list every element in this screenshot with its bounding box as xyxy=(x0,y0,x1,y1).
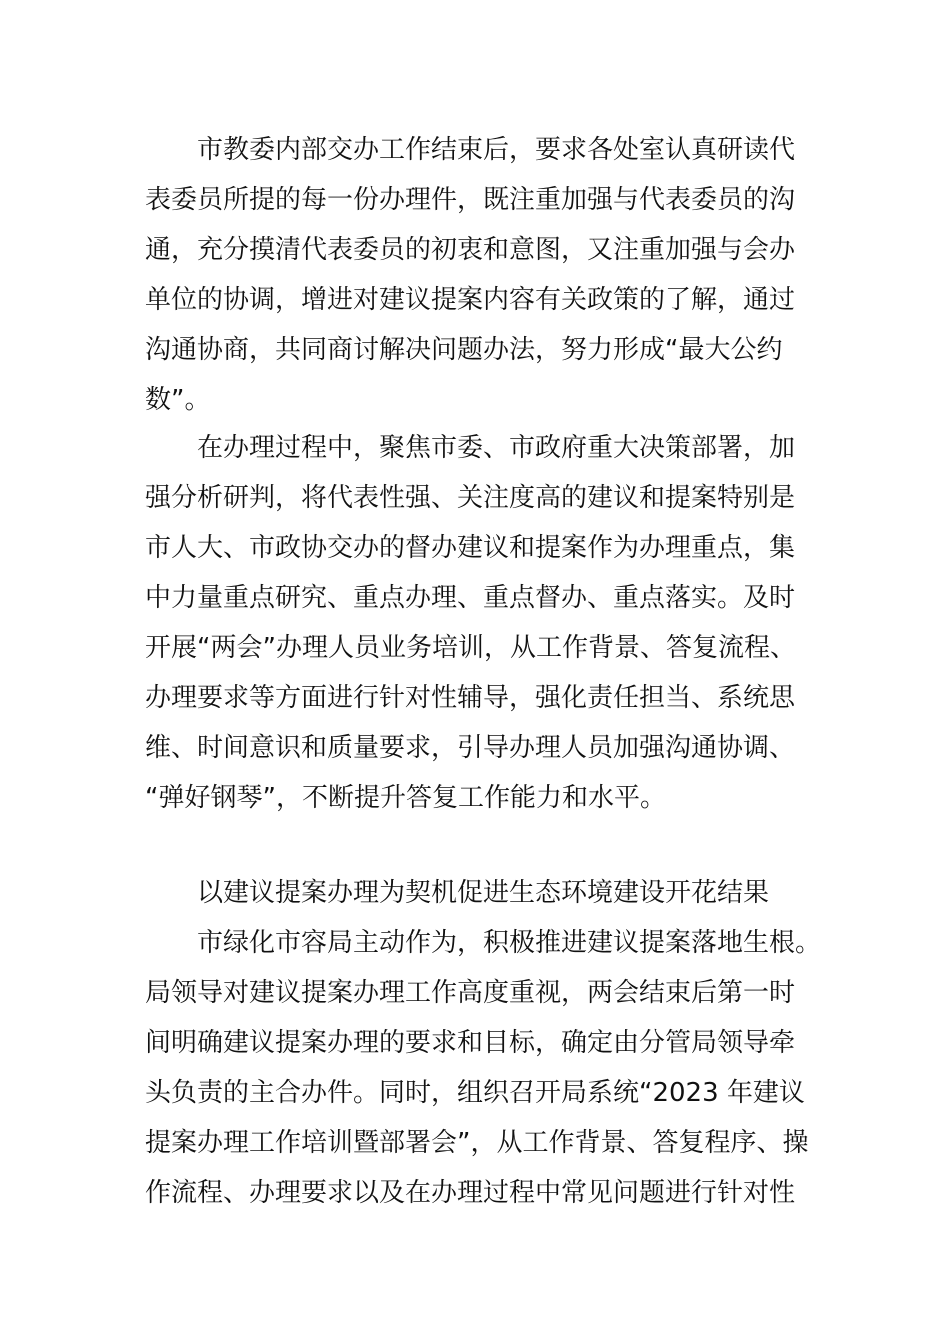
text-line: “弹好钢琴”，不断提升答复工作能力和水平。 xyxy=(145,783,666,813)
text-line: 头负责的主合办件。同时，组织召开局系统“2023 年建议 xyxy=(145,1078,805,1108)
text-line: 开展“两会”办理人员业务培训，从工作背景、答复流程、 xyxy=(145,633,796,663)
text-line: 强分析研判，将代表性强、关注度高的建议和提案特别是 xyxy=(145,483,796,513)
text-line: 提案办理工作培训暨部署会”，从工作背景、答复程序、操 xyxy=(145,1128,809,1158)
paragraph-2 xyxy=(145,423,825,823)
text-line: 局领导对建议提案办理工作高度重视，两会结束后第一时 xyxy=(145,978,796,1008)
paragraph-1 xyxy=(145,125,825,425)
section-heading-text: 以建议提案办理为契机促进生态环境建设开花结果 xyxy=(197,878,770,908)
text-line: 通，充分摸清代表委员的初衷和意图，又注重加强与会办 xyxy=(145,235,796,265)
text-line: 单位的协调，增进对建议提案内容有关政策的了解，通过 xyxy=(145,285,796,315)
paragraph-3 xyxy=(145,918,825,1218)
text-line: 作流程、办理要求以及在办理过程中常见问题进行针对性 xyxy=(145,1178,796,1208)
text-line: 维、时间意识和质量要求，引导办理人员加强沟通协调、 xyxy=(145,733,796,763)
text-line: 在办理过程中，聚焦市委、市政府重大决策部署，加 xyxy=(197,433,796,463)
text-line: 市人大、市政协交办的督办建议和提案作为办理重点，集 xyxy=(145,533,796,563)
text-line: 市绿化市容局主动作为，积极推进建议提案落地生根。 xyxy=(197,928,822,958)
text-line: 办理要求等方面进行针对性辅导，强化责任担当、系统思 xyxy=(145,683,796,713)
text-line: 间明确建议提案办理的要求和目标，确定由分管局领导牵 xyxy=(145,1028,796,1058)
text-line: 表委员所提的每一份办理件，既注重加强与代表委员的沟 xyxy=(145,185,796,215)
text-line: 沟通协商，共同商讨解决问题办法，努力形成“最大公约 xyxy=(145,335,783,365)
text-line: 市教委内部交办工作结束后，要求各处室认真研读代 xyxy=(197,135,796,165)
text-line: 数”。 xyxy=(145,385,211,415)
text-line: 中力量重点研究、重点办理、重点督办、重点落实。及时 xyxy=(145,583,796,613)
section-heading xyxy=(145,868,825,918)
